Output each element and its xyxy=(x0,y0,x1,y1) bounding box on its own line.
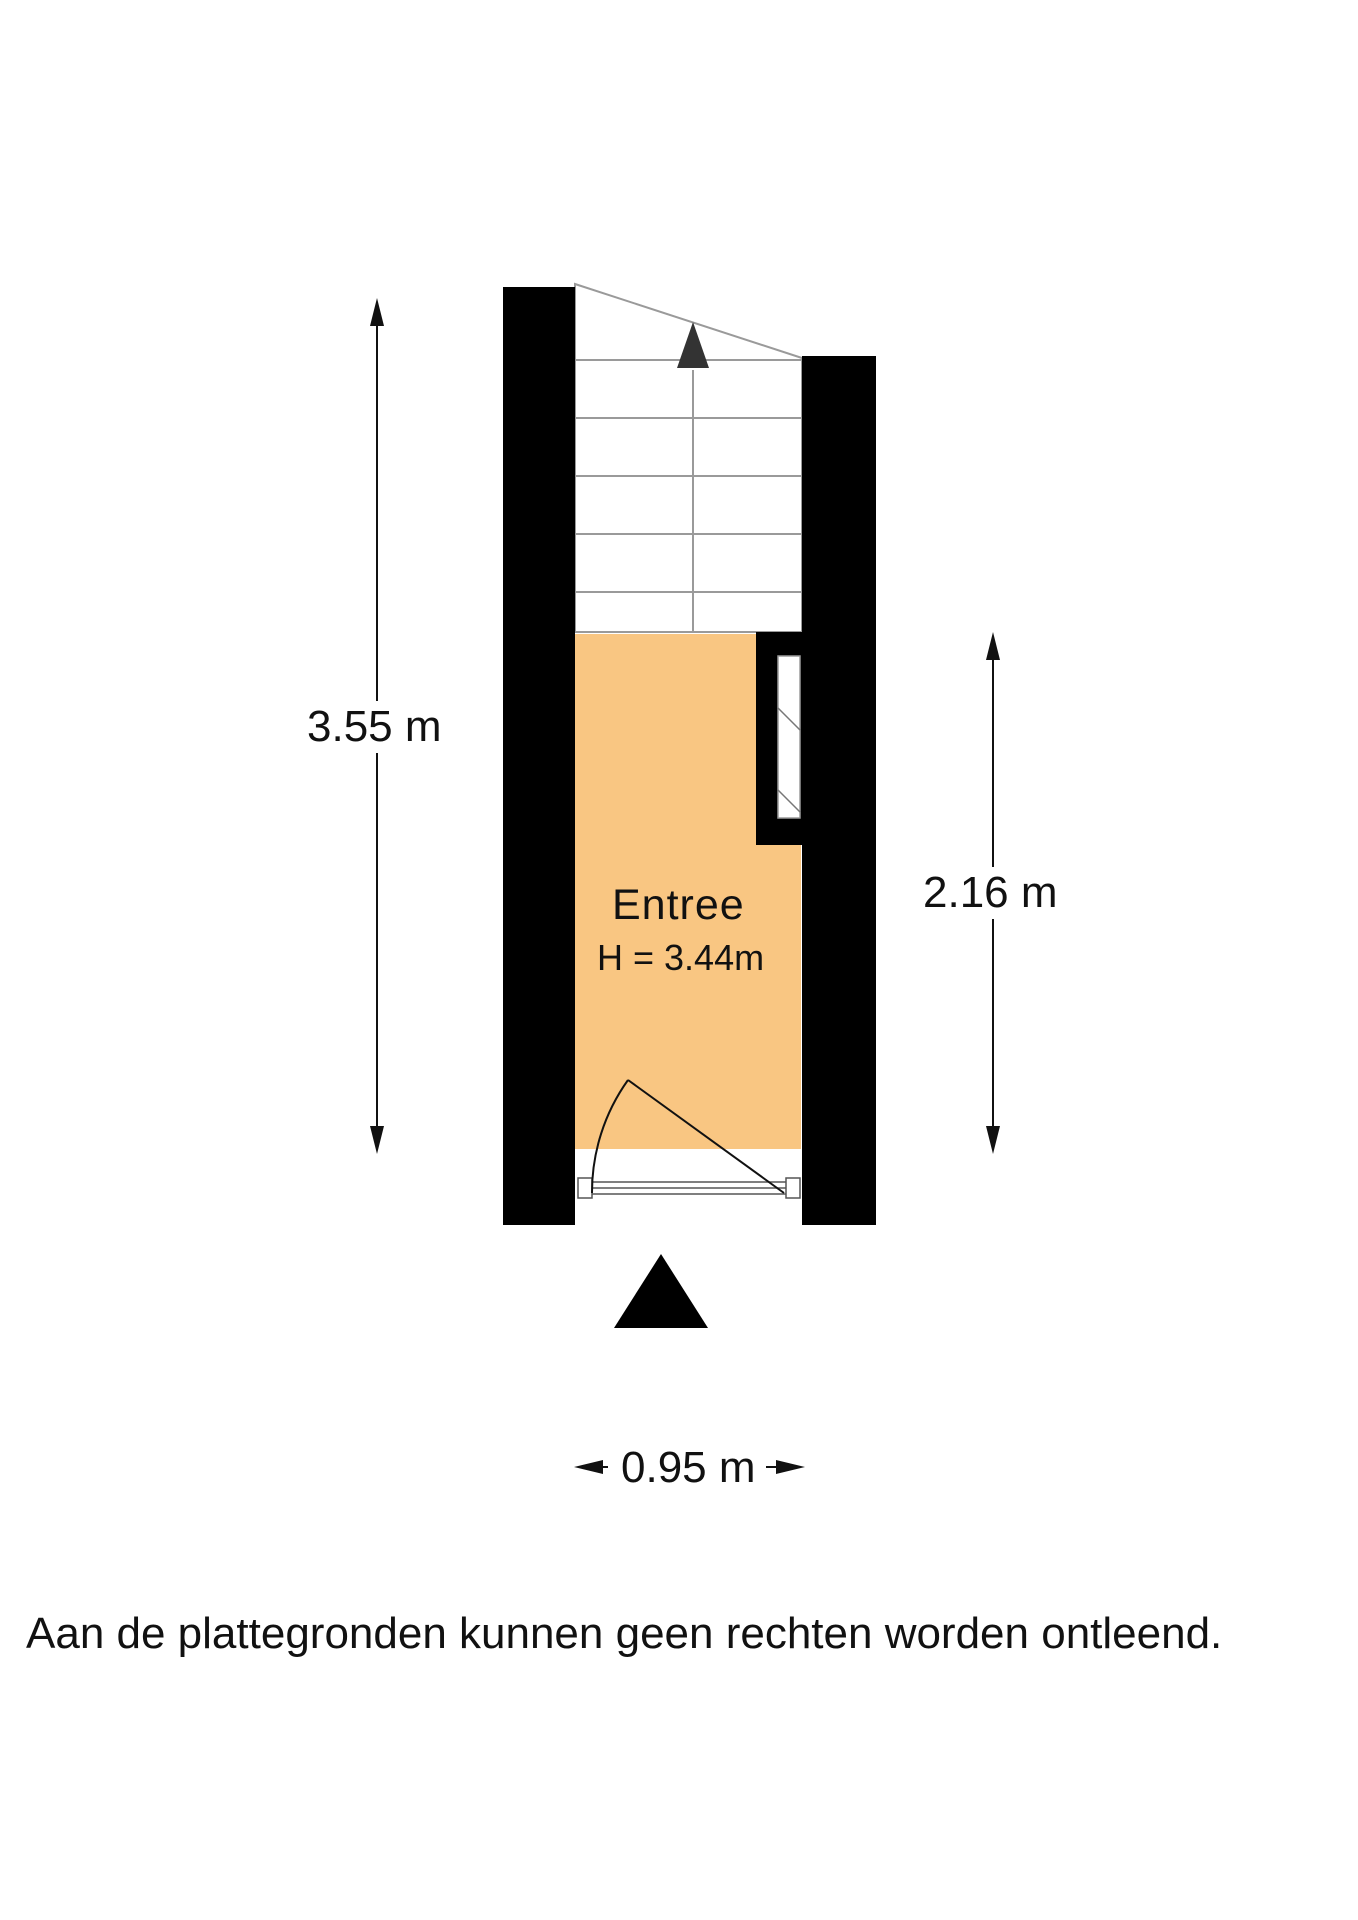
door-frame-right xyxy=(786,1178,800,1198)
dimension-label-room-length: 2.16 m xyxy=(923,868,1058,917)
arrow-up-icon xyxy=(370,298,384,326)
room-height: H = 3.44m xyxy=(597,937,765,978)
entrance-triangle-icon xyxy=(614,1254,708,1328)
arrow-right-icon xyxy=(776,1460,805,1474)
wall-left xyxy=(503,287,575,1225)
door-frame-left xyxy=(578,1178,592,1198)
arrow-up-icon xyxy=(986,632,1000,660)
dimension-label-total-length: 3.55 m xyxy=(307,702,442,751)
arrow-down-icon xyxy=(370,1126,384,1154)
dimension-label-width: 0.95 m xyxy=(615,1444,762,1492)
wall-right xyxy=(802,356,876,1225)
arrow-down-icon xyxy=(986,1126,1000,1154)
arrow-left-icon xyxy=(574,1460,603,1474)
disclaimer-text: Aan de plattegronden kunnen geen rechten worden ontleend. xyxy=(26,1609,1223,1658)
room-name: Entree xyxy=(612,881,745,929)
